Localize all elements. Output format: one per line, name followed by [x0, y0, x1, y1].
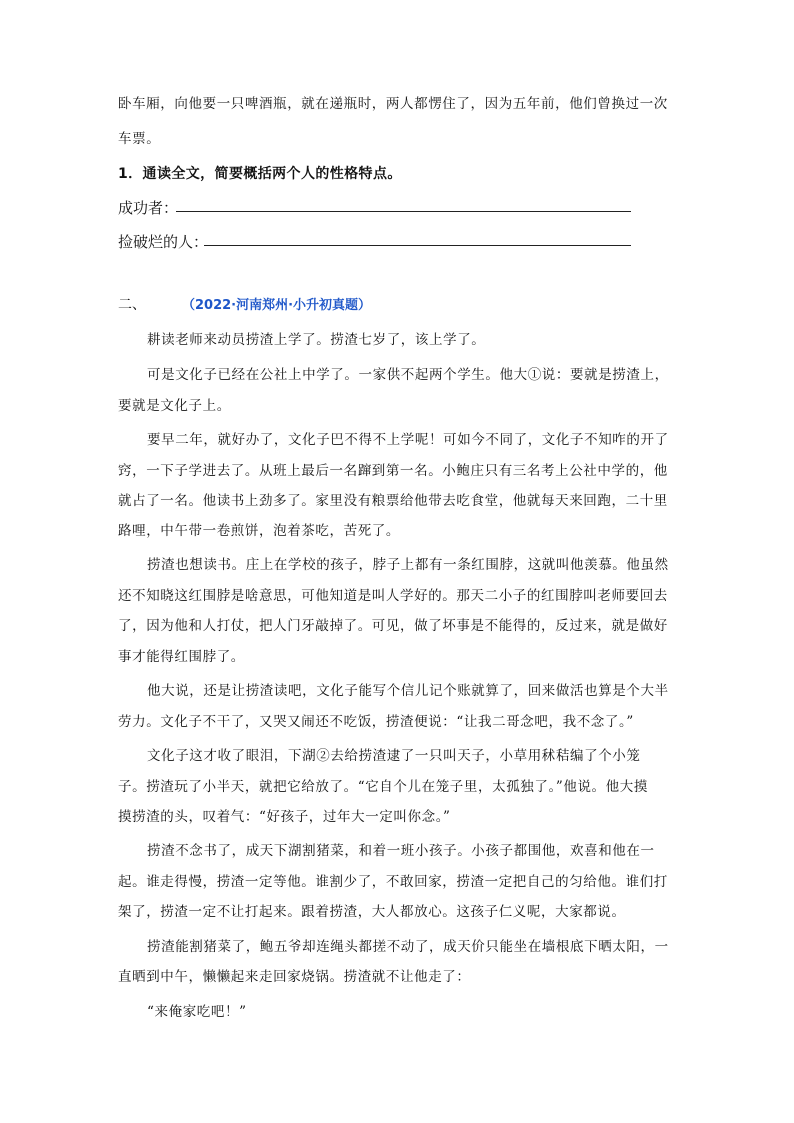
- section-heading: [118, 297, 371, 314]
- paragraph-line: 摸捞渣的头，叹着气：“好孩子，过年大一定叫你念。”: [118, 809, 451, 825]
- fill-label-scavenger: 捡破烂的人：: [118, 233, 209, 251]
- paragraph-line: 捞渣能割猪菜了，鲍五爷却连绳头都搓不动了，成天价只能坐在墙根底下晒太阳，一: [147, 939, 669, 955]
- paragraph-line: 捞渣不念书了，成天下湖割猪菜，和着一班小孩子。小孩子都围他，欢喜和他在一: [147, 843, 655, 859]
- paragraph-line: 劳力。文化子不干了，又哭又闹还不吃饭，捞渣便说：“让我二哥念吧，我不念了。”: [118, 714, 634, 730]
- paragraph-line: 可是文化子已经在公社上中学了。一家供不起两个学生。他大①说：要就是捞渣上，: [147, 367, 669, 383]
- paragraph-line: 窍，一下子学进去了。从班上最后一名蹿到第一名。小鲍庄只有三名考上公社中学的，他: [118, 463, 668, 479]
- paragraph-line: 起。谁走得慢，捞渣一定等他。谁割少了，不敢回家，捞渣一定把自己的匀给他。谁们打: [118, 874, 668, 890]
- paragraph-line: 文化子这才收了眼泪，下湖②去给捞渣逮了一只叫天子，小草用秫秸编了个小笼: [147, 748, 641, 764]
- fill-label-successful: 成功者：: [118, 199, 179, 217]
- text-line: 车票。: [118, 131, 161, 147]
- paragraph-line: 要就是文化子上。: [118, 398, 231, 414]
- paragraph-line: 路哩，中午带一卷煎饼，泡着茶吃，苦死了。: [118, 523, 400, 539]
- paragraph-line: 架了，捞渣一定不让打起来。跟着捞渣，大人都放心。这孩子仁义呢，大家都说。: [118, 904, 626, 920]
- paragraph-line: 要早二年，就好办了，文化子巴不得不上学呢！可如今不同了，文化子不知咋的开了: [147, 432, 669, 448]
- section-number: 二、: [118, 297, 146, 313]
- paragraph-line: 捞渣也想读书。庄上在学校的孩子，脖子上都有一条红围脖，这就叫他羡慕。他虽然: [147, 557, 669, 573]
- answer-blank-scavenger[interactable]: [204, 245, 631, 246]
- question-1: 1．通读全文，简要概括两个人的性格特点。: [118, 166, 402, 182]
- paragraph-line: 他大说，还是让捞渣读吧，文化子能写个信儿记个账就算了，回来做活也算是个大半: [147, 683, 669, 699]
- paragraph-line: 了，因为他和人打仗，把人门牙敲掉了。可见，做了坏事是不能得的，反过来，就是做好: [118, 618, 668, 634]
- paragraph-line: 还不知晓这红围脖是啥意思，可他知道是叫人学好的。那天二小子的红围脖叫老师要回去: [118, 588, 668, 604]
- paragraph-line: 就占了一名。他读书上劲多了。家里没有粮票给他带去吃食堂，他就每天来回跑，二十里: [118, 493, 668, 509]
- section-source: （2022·河南郑州·小升初真题）: [182, 298, 372, 313]
- paragraph-line: “来俺家吃吧！”: [147, 1004, 247, 1020]
- paragraph-line: 直晒到中午，懒懒起来走回家烧锅。捞渣就不让他走了：: [118, 969, 471, 985]
- text-line: 卧车厢，向他要一只啤酒瓶，就在递瓶时，两人都愣住了，因为五年前，他们曾换过一次: [118, 96, 668, 112]
- paragraph-line: 事才能得红围脖了。: [118, 649, 245, 665]
- paragraph-line: 耕读老师来动员捞渣上学了。捞渣七岁了，该上学了。: [147, 332, 486, 348]
- paragraph-line: 子。捞渣玩了小半天，就把它给放了。“它自个儿在笼子里，太孤独了。”他说。他大摸: [118, 779, 648, 795]
- answer-blank-successful[interactable]: [176, 211, 631, 212]
